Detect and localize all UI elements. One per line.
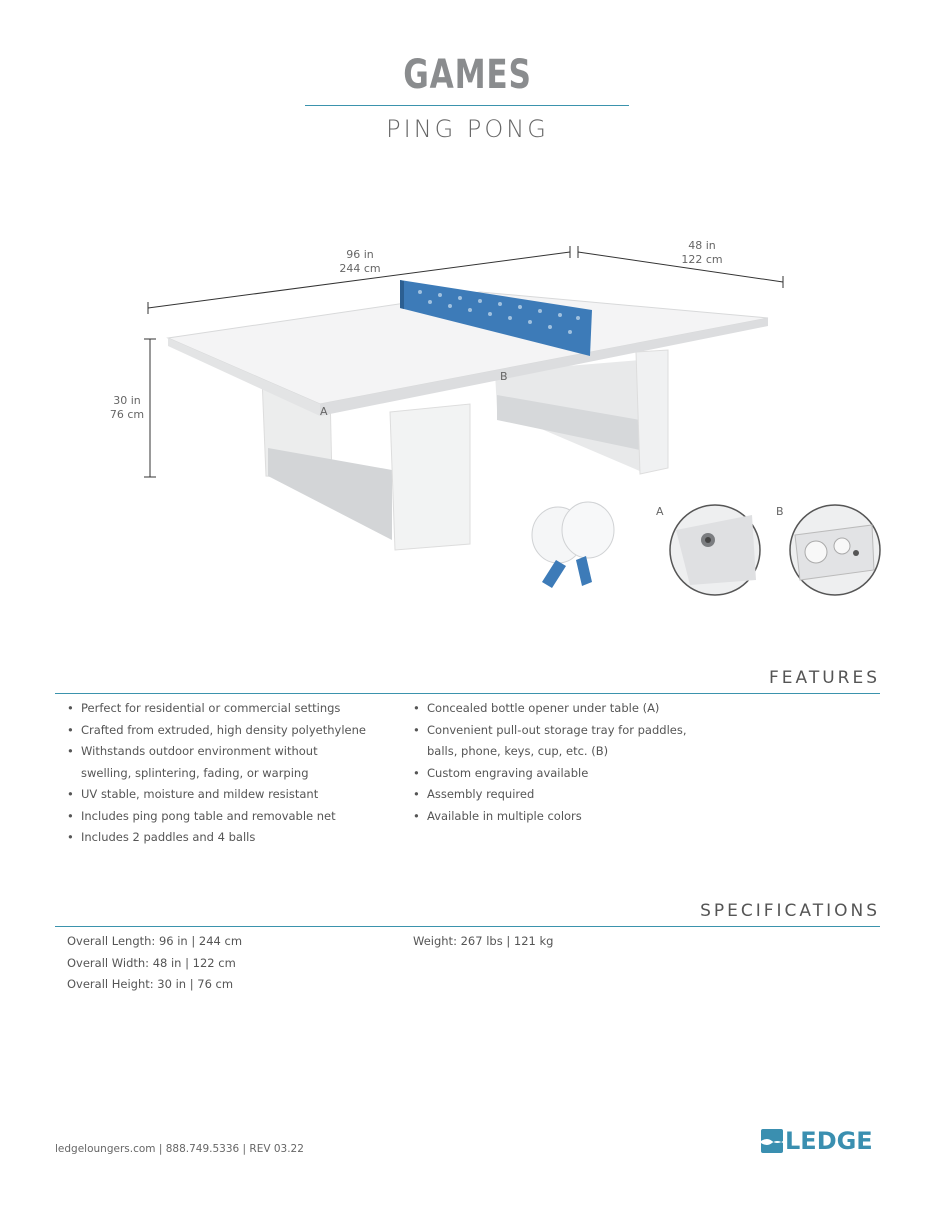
list-item: • Includes 2 paddles and 4 balls: [67, 830, 256, 844]
list-item: • Concealed bottle opener under table (A): [413, 701, 660, 715]
list-item: • Available in multiple colors: [413, 808, 582, 823]
spec-length: Overall Length: 96 in | 244 cm: [67, 934, 243, 948]
callout-b-detail: B: [776, 505, 784, 518]
spec-weight: Weight: 267 lbs | 121 kg: [413, 934, 554, 948]
list-item: • Perfect for residential or commercial settings: [67, 701, 341, 715]
specifications-left: [67, 931, 242, 996]
wave-icon: [761, 1129, 783, 1153]
features-list-left: [55, 698, 366, 849]
list-item: balls, phone, keys, cup, etc. (B): [427, 744, 609, 758]
list-item: • Convenient pull-out storage tray for paddles,: [413, 722, 687, 737]
spec-width: Overall Width: 48 in | 122 cm: [67, 955, 236, 970]
length-dimension: [330, 248, 390, 276]
length-in-label: 96 in: [346, 248, 374, 261]
list-item: • Withstands outdoor environment without: [67, 744, 318, 758]
callout-a-table: A: [320, 405, 328, 418]
height-cm-label: 76 cm: [109, 408, 145, 421]
features-divider: [55, 693, 880, 694]
detail-circle-b: [790, 505, 880, 595]
specifications-heading: SPECIFICATIONS: [700, 901, 880, 921]
footer-contact: ledgeloungers.com | 888.749.5336 | REV 03.22: [55, 1143, 304, 1155]
width-in-label: 48 in: [688, 239, 716, 252]
length-cm-label: 244 cm: [339, 262, 381, 275]
callout-a-detail: A: [656, 505, 664, 518]
list-item: • UV stable, moisture and mildew resistant: [67, 787, 319, 801]
features-heading: FEATURES: [768, 668, 880, 688]
page-title: GAMES: [403, 52, 532, 98]
ledge-logo: [761, 1127, 873, 1155]
width-cm-label: 122 cm: [681, 253, 723, 266]
detail-circle-a: [670, 505, 760, 595]
logo-text: LEDGE: [785, 1127, 873, 1155]
features-list-right: [401, 698, 687, 827]
spec-height: Overall Height: 30 in | 76 cm: [67, 977, 234, 991]
width-dimension: [672, 239, 732, 267]
list-item: • Includes ping pong table and removable net: [67, 808, 336, 823]
list-item: • Crafted from extruded, high density polyethylene: [67, 722, 366, 737]
height-in-label: 30 in: [113, 394, 141, 407]
page-subtitle: PING PONG: [386, 115, 549, 143]
title-divider: [305, 105, 629, 106]
list-item: • Assembly required: [413, 787, 535, 801]
callout-b-table: B: [500, 370, 508, 383]
list-item: • Custom engraving available: [413, 765, 589, 780]
height-dimension: [97, 394, 157, 422]
specifications-divider: [55, 926, 880, 927]
list-item: swelling, splintering, fading, or warping: [81, 765, 309, 780]
specifications-right: [413, 931, 553, 953]
paddles: [532, 502, 614, 588]
